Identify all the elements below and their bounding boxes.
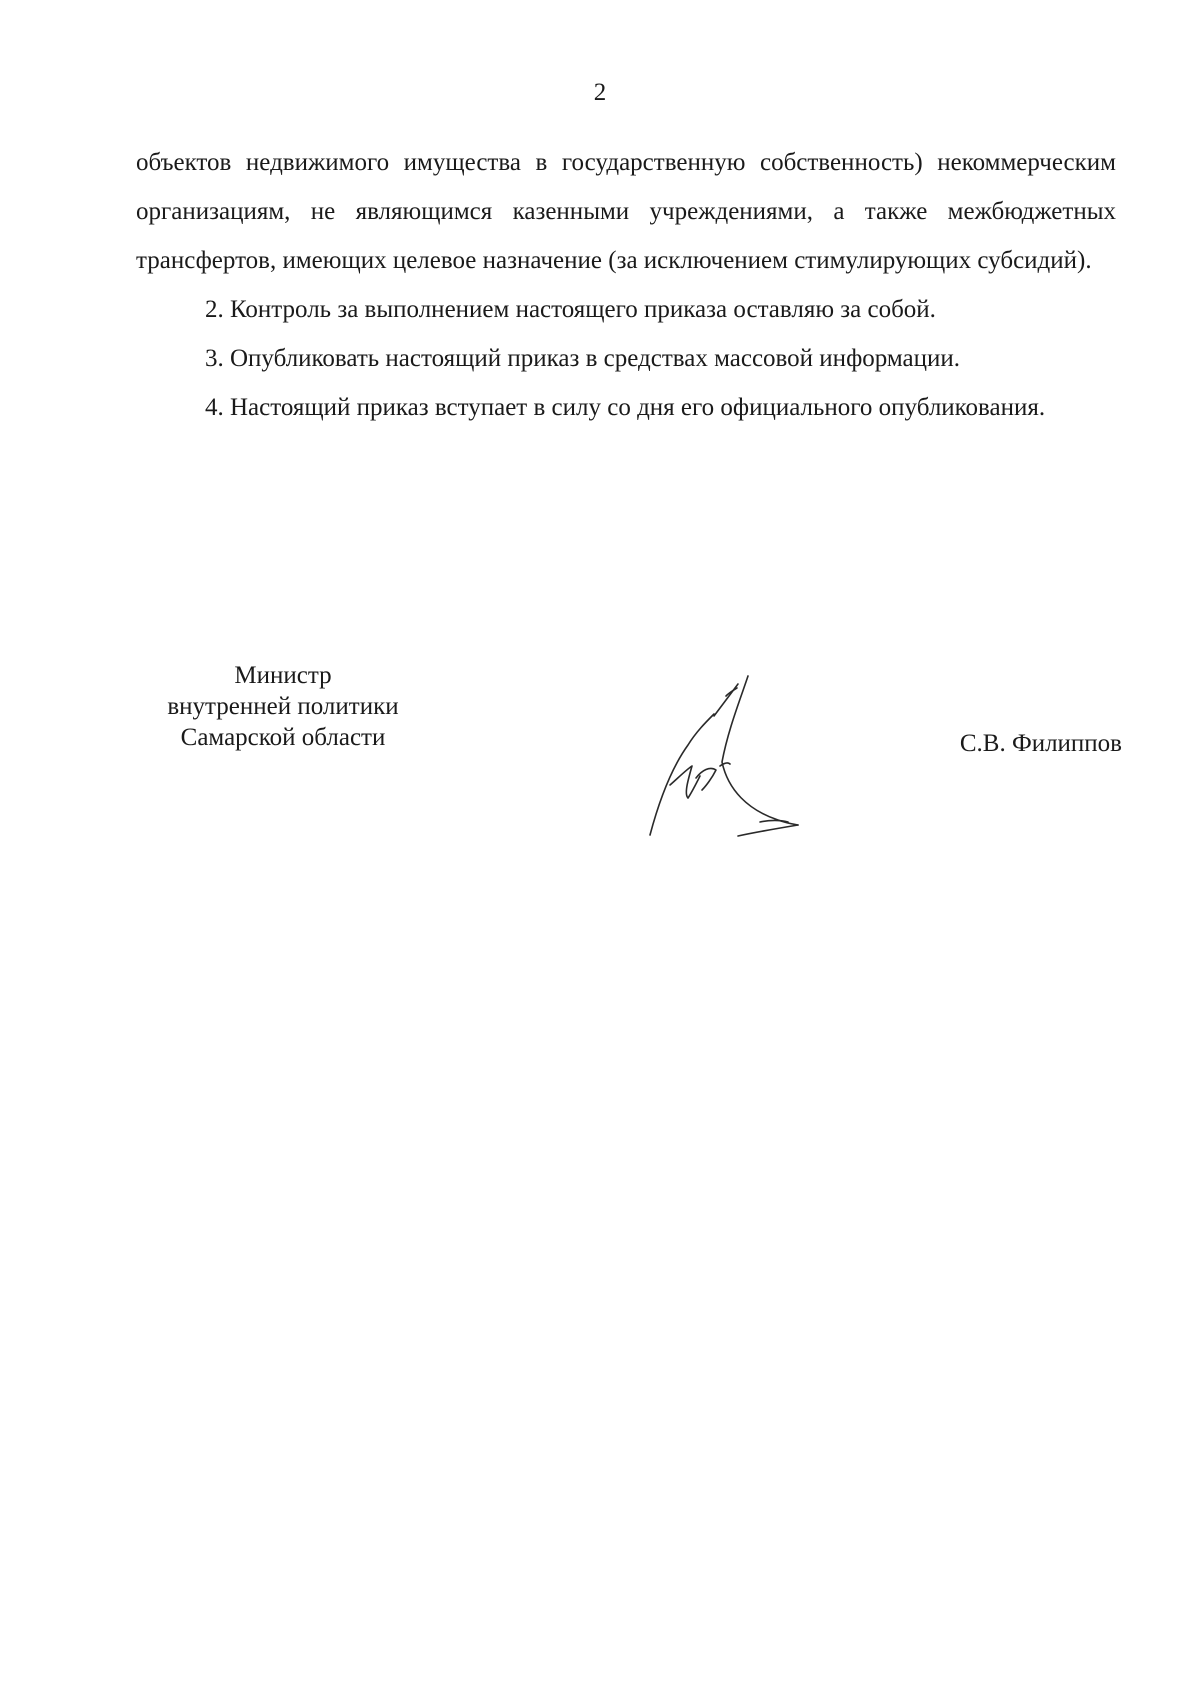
document-body [136,138,1116,432]
signer-name: С.В. Филиппов [959,730,1122,757]
paragraph-item-3: 3. Опубликовать настоящий приказ в средствах массовой информации. [205,345,961,372]
signatory-title-line: Самарской области [180,724,386,751]
paragraph-item-2: 2. Контроль за выполнением настоящего приказа оставляю за собой. [205,296,936,323]
signatory-title-line: Министр [234,662,332,689]
paragraph-continuation: объектов недвижимого имущества в государственную собственность) некоммерческим организациям, не являющимся казенными учреждениями, а также межбюджетных трансфертов, имеющих целевое назначение (за исключением стимулирующих субсидий). [136,149,1116,274]
page-number: 2 [593,79,607,106]
handwritten-signature [630,670,860,850]
signatory-title [138,660,428,753]
paragraph-item-4: 4. Настоящий приказ вступает в силу со дня его официального опубликования. [205,394,1046,421]
signatory-title-line: внутренней политики [167,693,399,720]
